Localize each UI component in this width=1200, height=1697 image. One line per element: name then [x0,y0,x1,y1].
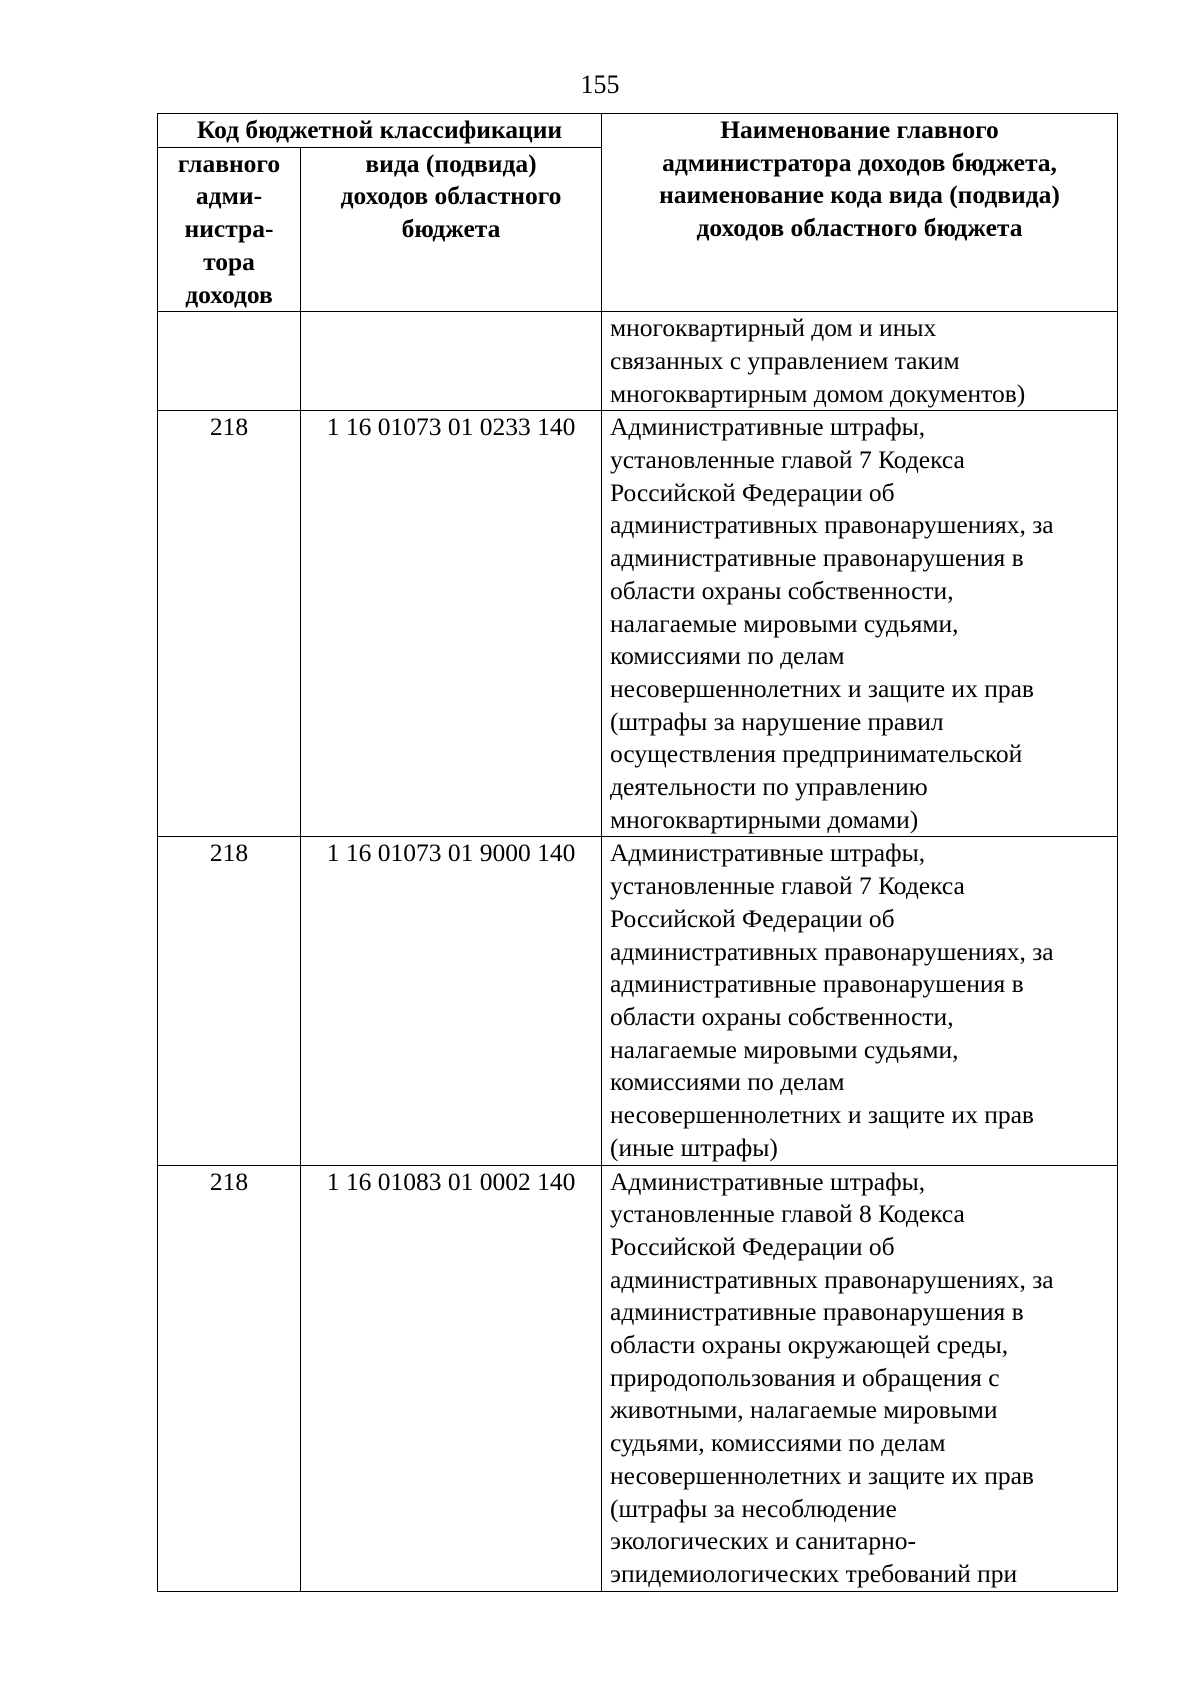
description-line: административные правонарушения в [610,1297,1024,1327]
description-line: Российской Федерации об [610,1231,895,1261]
description-line: несовершеннолетних и защите их прав [610,1460,1034,1490]
header-name-column [602,114,1118,312]
description-line: налагаемые мировыми судьями, [610,1034,959,1064]
description-line: животными, налагаемые мировыми [610,1395,998,1425]
description-line: Административные штрафы, [610,412,926,442]
description-line: экологических и санитарно- [610,1526,916,1556]
description-line: административные правонарушения в [610,543,1024,573]
description-line: Административные штрафы, [610,1166,926,1196]
revenue-code-cell: 1 16 01073 01 0233 140 [301,411,602,837]
description-line: Российской Федерации об [610,903,895,933]
description-line: эпидемиологических требований при [610,1558,1018,1588]
header-admin-line: доходов [185,279,273,309]
description-line: налагаемые мировыми судьями, [610,608,959,638]
description-line: многоквартирными домами) [610,804,919,834]
table-row [158,411,1118,837]
description-line: установленные главой 7 Кодекса [610,871,965,901]
admin-code-cell: 218 [158,1165,301,1591]
description-line: административных правонарушениях, за [610,936,1054,966]
description-line: комиссиями по делам [610,641,845,671]
admin-code-cell: 218 [158,411,301,837]
description-line: области охраны собственности, [610,1001,954,1031]
table-header [158,114,1118,312]
description-line: несовершеннолетних и защите их прав [610,1100,1034,1130]
description-line: осуществления предпринимательской [610,739,1023,769]
description-line: установленные главой 8 Кодекса [610,1199,965,1229]
description-line: (иные штрафы) [610,1132,778,1162]
description-line: судьями, комиссиями по делам [610,1428,946,1458]
table-body [158,312,1118,1591]
description-cell [602,1165,1118,1591]
header-name-line: доходов областного бюджета [696,213,1023,243]
description-line: комиссиями по делам [610,1067,845,1097]
header-admin-line: главного [177,148,281,178]
header-name-line: наименование кода вида (подвида) [659,180,1060,210]
header-code-line: доходов областного [340,181,562,211]
description-line: (штрафы за нарушение правил [610,706,944,736]
description-line: административные правонарушения в [610,969,1024,999]
header-code-line: вида (подвида) [365,148,537,178]
description-line: Российской Федерации об [610,477,895,507]
description-cell [602,312,1118,411]
header-group-budget-code: Код бюджетной классификации [158,114,602,148]
description-line: административных правонарушениях, за [610,510,1054,540]
header-code-column [301,147,602,312]
admin-code-cell [158,312,301,411]
description-line: многоквартирный дом и иных [610,313,937,343]
table-row [158,1165,1118,1591]
description-line: Административные штрафы, [610,838,926,868]
description-line: деятельности по управлению [610,772,928,802]
header-name-line: администратора доходов бюджета, [662,147,1057,177]
header-admin-line: адми- [195,181,263,211]
revenue-code-cell [301,312,602,411]
description-line: (штрафы за несоблюдение [610,1493,897,1523]
revenue-code-cell: 1 16 01073 01 9000 140 [301,837,602,1165]
header-admin-line: нистра- [184,214,274,244]
header-row-group [158,114,1118,148]
description-cell [602,411,1118,837]
budget-classification-table [157,113,1118,1592]
description-line: области охраны окружающей среды, [610,1330,1009,1360]
description-line: природопользования и обращения с [610,1362,1000,1392]
description-cell [602,837,1118,1165]
description-line: связанных с управлением таким [610,345,960,375]
table-row [158,312,1118,411]
page-number: 155 [580,70,620,99]
description-line: административных правонарушениях, за [610,1264,1054,1294]
description-line: многоквартирным домом документов) [610,378,1026,408]
header-admin-line: тора [203,246,255,276]
header-name-line: Наименование главного [720,115,999,144]
description-line: установленные главой 7 Кодекса [610,445,965,475]
description-line: несовершеннолетних и защите их прав [610,673,1034,703]
header-code-line: бюджета [401,214,501,244]
revenue-code-cell: 1 16 01083 01 0002 140 [301,1165,602,1591]
admin-code-cell: 218 [158,837,301,1165]
header-admin-column [158,147,301,312]
table-row [158,837,1118,1165]
description-line: области охраны собственности, [610,575,954,605]
